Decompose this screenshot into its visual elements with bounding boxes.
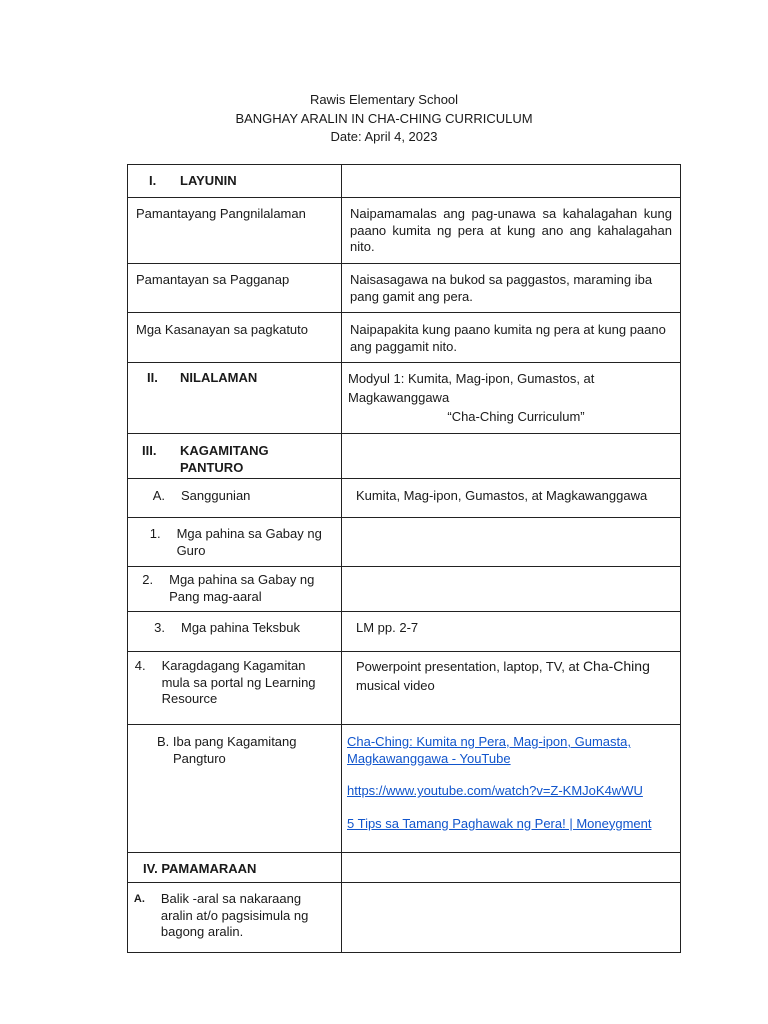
row-value-karagdagang bbox=[342, 652, 680, 695]
item-marker: A. bbox=[152, 488, 165, 503]
row-value-teksbuk: LM pp. 2-7 bbox=[356, 620, 419, 635]
document-date: Date: April 4, 2023 bbox=[330, 129, 438, 144]
row-value-kasanayan: Naipapakita kung paano kumita ng pera at kung paano ang paggamit nito. bbox=[350, 322, 666, 354]
table-row bbox=[128, 652, 681, 725]
row-label-iba-pang: B. Iba pang Kagamitang Pangturo bbox=[157, 734, 297, 766]
section-heading-kagamitan: KAGAMITANG bbox=[180, 443, 269, 458]
section-cell-nilalaman bbox=[128, 363, 342, 434]
document-title: BANGHAY ARALIN IN CHA-CHING CURRICULUM bbox=[235, 110, 533, 126]
row-label-teksbuk: Mga pahina Teksbuk bbox=[181, 620, 301, 635]
table-row bbox=[128, 567, 681, 612]
section-number: III. bbox=[142, 443, 157, 458]
section-heading-layunin: LAYUNIN bbox=[180, 173, 237, 188]
table-row bbox=[128, 725, 681, 853]
row-label-sanggunian: Sanggunian bbox=[181, 488, 251, 503]
section-heading-panturo: PANTURO bbox=[180, 459, 244, 475]
nilalaman-module: Modyul 1: Kumita, Mag-ipon, Gumastos, at Magkawanggawa bbox=[348, 371, 595, 405]
section-cell-layunin bbox=[128, 165, 342, 198]
row-value-sanggunian: Kumita, Mag-ipon, Gumastos, at Magkawanggawa bbox=[356, 488, 648, 503]
empty-cell bbox=[342, 518, 681, 567]
item-marker: 2. bbox=[142, 572, 154, 587]
link-cha-ching-youtube[interactable]: Cha-Ching: Kumita ng Pera, Mag-ipon, Gumasta, Magkawanggawa - YouTube bbox=[347, 734, 631, 766]
karagdagang-text-b: Cha-Ching bbox=[582, 658, 650, 674]
row-value-pagganap: Naisasagawa na bukod sa paggastos, maraming iba pang gamit ang pera. bbox=[350, 272, 653, 304]
row-label-pangnilalaman: Pamantayang Pangnilalaman bbox=[136, 206, 306, 221]
school-name: Rawis Elementary School bbox=[309, 92, 459, 107]
table-row bbox=[128, 518, 681, 567]
link-moneygment[interactable]: 5 Tips sa Tamang Paghawak ng Pera! | Moneygment bbox=[347, 815, 652, 831]
item-marker: 4. bbox=[134, 658, 146, 673]
table-row bbox=[128, 434, 681, 479]
table-row bbox=[128, 198, 681, 264]
karagdagang-text-c: musical video bbox=[356, 678, 435, 693]
item-marker: 1. bbox=[149, 526, 161, 541]
row-value-pangnilalaman: Naipamamalas ang pag-unawa sa kahalagahan kung paano kumita ng pera at kung ano ang kahalagahan nito. bbox=[350, 206, 672, 254]
table-row bbox=[128, 883, 681, 953]
section-number: II. bbox=[147, 370, 158, 385]
empty-cell bbox=[342, 567, 681, 612]
document-header bbox=[0, 91, 768, 147]
section-heading-nilalaman: NILALAMAN bbox=[180, 370, 258, 385]
item-marker: A. bbox=[133, 893, 145, 905]
section-number: I. bbox=[149, 173, 157, 188]
karagdagang-text-a: Powerpoint presentation, laptop, TV, at bbox=[356, 659, 583, 674]
table-row bbox=[128, 612, 681, 652]
table-row bbox=[128, 363, 681, 434]
table-row bbox=[128, 853, 681, 883]
row-label-karagdagang: Karagdagang Kagamitan mula sa portal ng Learning Resource bbox=[161, 658, 316, 706]
section-cell-kagamitan bbox=[128, 434, 342, 479]
nilalaman-curriculum: “Cha-Ching Curriculum” bbox=[447, 409, 585, 424]
section-heading-pamamaraan: IV. PAMAMARAAN bbox=[143, 861, 257, 876]
item-marker: 3. bbox=[154, 620, 165, 635]
table-row bbox=[128, 479, 681, 518]
row-label-kasanayan: Mga Kasanayan sa pagkatuto bbox=[136, 322, 309, 337]
empty-cell bbox=[342, 853, 681, 883]
row-label-balik-aral: Balik -aral sa nakaraang aralin at/o pagsisimula ng bagong aralin. bbox=[160, 891, 309, 939]
row-label-gabay-magaaral: Mga pahina sa Gabay ng Pang mag-aaral bbox=[169, 572, 315, 604]
lesson-plan-table bbox=[127, 164, 681, 953]
empty-cell bbox=[342, 165, 681, 198]
table-row bbox=[128, 313, 681, 363]
row-label-gabay-guro: Mga pahina sa Gabay ng Guro bbox=[176, 526, 322, 558]
empty-cell bbox=[342, 883, 681, 953]
row-label-pagganap: Pamantayan sa Pagganap bbox=[136, 272, 290, 287]
table-row bbox=[128, 264, 681, 313]
link-youtube-url[interactable]: https://www.youtube.com/watch?v=Z-KMJoK4wWU bbox=[347, 783, 643, 798]
empty-cell bbox=[342, 434, 681, 479]
table-row bbox=[128, 165, 681, 198]
